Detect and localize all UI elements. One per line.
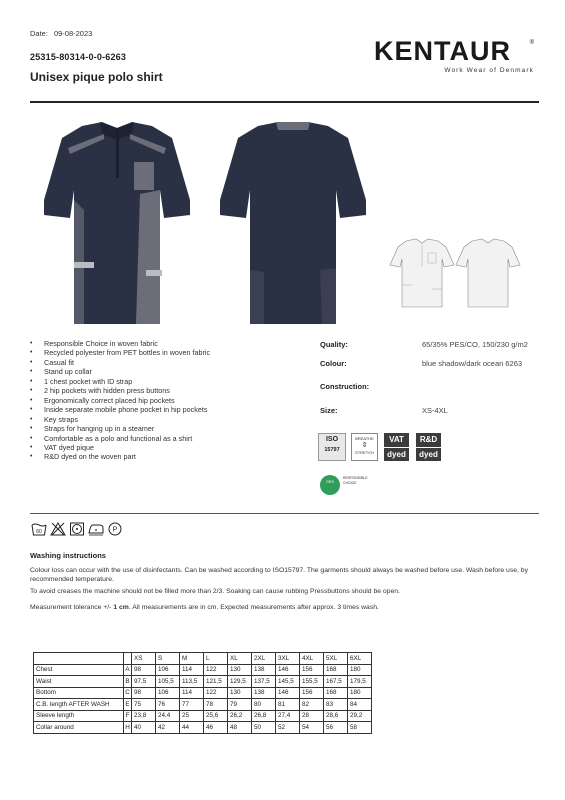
- iso-badge-title: ISO: [325, 436, 339, 443]
- svg-text:60: 60: [36, 529, 42, 535]
- vat-badge-bottom: dyed: [387, 450, 406, 459]
- size-header-cell: 3XL: [276, 653, 300, 665]
- measurement-value: 52: [276, 722, 300, 734]
- shirt-front-image: [42, 120, 192, 326]
- feature-item: • Inside separate mobile phone pocket in hip pockets: [30, 405, 310, 414]
- measurement-value: 121,5: [204, 676, 228, 688]
- measurement-value: 138: [252, 664, 276, 676]
- rd-badge-top: R&D: [416, 433, 441, 448]
- table-row: [34, 687, 372, 699]
- date-value: 09-08-2023: [53, 29, 93, 38]
- measurement-value: 130: [228, 687, 252, 699]
- measurement-value: 106: [156, 664, 180, 676]
- no-bleach-icon: [50, 522, 66, 536]
- measurement-value: 29,2: [348, 710, 372, 722]
- feature-item: • 2 hip pockets with hidden press buttons: [30, 386, 310, 395]
- measurement-value: 130: [228, 664, 252, 676]
- measurement-value: 82: [300, 699, 324, 711]
- measurement-value: 168: [324, 687, 348, 699]
- measurement-label: C.B. length AFTER WASH: [34, 699, 124, 711]
- measurement-letter: A: [124, 664, 132, 676]
- measurement-value: 83: [324, 699, 348, 711]
- measurement-value: 122: [204, 664, 228, 676]
- measurement-value: 146: [276, 664, 300, 676]
- measurement-value: 75: [132, 699, 156, 711]
- feature-item: • R&D dyed on the woven part: [30, 452, 310, 461]
- measurement-label: Chest: [34, 664, 124, 676]
- feature-item: • Responsible Choice in woven fabric: [30, 339, 310, 348]
- construction-label: Construction:: [320, 382, 370, 391]
- measurement-value: 81: [276, 699, 300, 711]
- size-table-body: [34, 653, 372, 734]
- measurement-value: 56: [324, 722, 348, 734]
- measurement-letter: E: [124, 699, 132, 711]
- feature-item: • Stand up collar: [30, 367, 310, 376]
- measurement-value: 78: [204, 699, 228, 711]
- feature-item: • Ergonomically correct placed hip pockets: [30, 396, 310, 405]
- measurement-value: 42: [156, 722, 180, 734]
- measurement-label: Waist: [34, 676, 124, 688]
- measurement-label: Bottom: [34, 687, 124, 699]
- date-label: Date:: [30, 29, 48, 38]
- measurement-value: 106: [156, 687, 180, 699]
- feature-item: • Key straps: [30, 415, 310, 424]
- measurement-value: 44: [180, 722, 204, 734]
- quality-label: Quality:: [320, 340, 348, 349]
- measurement-label: Sleeve length: [34, 710, 124, 722]
- iso-badge: [318, 433, 346, 461]
- measurement-value: 50: [252, 722, 276, 734]
- washing-paragraph-2: To avoid creases the machine should not be filled more than 2/3. Soaking can cause rubbing Pressbuttons should be open.: [30, 588, 400, 595]
- stretch-badge: [351, 433, 378, 461]
- measurement-value: 98: [132, 687, 156, 699]
- size-header-blank: [34, 653, 124, 665]
- measurement-value: 26,8: [252, 710, 276, 722]
- measurement-value: 27,4: [276, 710, 300, 722]
- measurement-value: 180: [348, 687, 372, 699]
- measurement-letter: F: [124, 710, 132, 722]
- iron-icon: [88, 522, 104, 536]
- measurement-tolerance: 1 cm: [113, 604, 129, 611]
- vat-badge-top: VAT: [384, 433, 409, 448]
- measurement-value: 98: [132, 664, 156, 676]
- stretch-badge-bottom: STRETCH: [355, 450, 374, 455]
- size-header-cell: 5XL: [324, 653, 348, 665]
- feature-item: • 1 chest pocket with ID strap: [30, 377, 310, 386]
- feature-item: • Comfortable as a polo and functional as a shirt: [30, 434, 310, 443]
- measurement-value: 114: [180, 687, 204, 699]
- measurement-value: 137,5: [252, 676, 276, 688]
- tumble-dry-icon: [69, 522, 85, 536]
- size-value: XS-4XL: [422, 406, 448, 415]
- brand-registered-mark: ®: [529, 40, 534, 46]
- measurement-value: 58: [348, 722, 372, 734]
- size-label: Size:: [320, 406, 338, 415]
- stretch-arrows-icon: ⇕: [361, 442, 368, 449]
- care-symbols: [31, 522, 123, 536]
- size-header-cell: XL: [228, 653, 252, 665]
- measurement-letter: H: [124, 722, 132, 734]
- measurement-value: 146: [276, 687, 300, 699]
- product-title: Unisex pique polo shirt: [30, 70, 163, 84]
- stretch-badge-top: BREATHE: [355, 436, 374, 441]
- colour-value: blue shadow/dark ocean 6263: [422, 359, 523, 368]
- measurement-value: 113,5: [180, 676, 204, 688]
- brand-logo: [374, 38, 534, 74]
- quality-value: 65/35% PES/CO, 150/230 g/m2: [422, 340, 528, 349]
- measurement-value: 54: [300, 722, 324, 734]
- measurement-value: 28: [300, 710, 324, 722]
- washing-paragraph-1: Colour loss can occur with the use of disinfectants. Can be washed according to ISO15797. The garments should always be washed before use. Wash before use, by recommended temperature.: [30, 567, 528, 584]
- measurement-value: 129,5: [228, 676, 252, 688]
- colour-label: Colour:: [320, 359, 347, 368]
- measurement-value: 79: [228, 699, 252, 711]
- measurement-value: 114: [180, 664, 204, 676]
- table-row: [34, 722, 372, 734]
- shirt-back-image: [218, 120, 368, 326]
- size-header-cell: L: [204, 653, 228, 665]
- measurement-value: 77: [180, 699, 204, 711]
- rd-dyed-badge: [416, 433, 441, 461]
- measurement-letter: B: [124, 676, 132, 688]
- section-divider: [30, 513, 539, 514]
- dry-clean-p-icon: [107, 522, 123, 536]
- size-header-cell: M: [180, 653, 204, 665]
- measurement-value: 105,5: [156, 676, 180, 688]
- header-divider: [30, 101, 539, 103]
- svg-text:P: P: [112, 526, 118, 534]
- measurement-value: 179,5: [348, 676, 372, 688]
- table-row: [34, 664, 372, 676]
- measurement-value: 122: [204, 687, 228, 699]
- feature-item: • Recycled polyester from PET bottles in woven fabric: [30, 348, 310, 357]
- measurement-value: 76: [156, 699, 180, 711]
- size-header-row: [34, 653, 372, 665]
- vat-dyed-badge: [384, 433, 409, 461]
- measurement-label: Collar around: [34, 722, 124, 734]
- eco-logo-text: GRS: [326, 480, 334, 484]
- measurement-note: [30, 603, 535, 612]
- wash-60-icon: [31, 522, 47, 536]
- measurement-value: 26,2: [228, 710, 252, 722]
- measurement-value: 156: [300, 687, 324, 699]
- measurement-value: 48: [228, 722, 252, 734]
- feature-item: • VAT dyed pique: [30, 443, 310, 452]
- size-header-cell: XS: [132, 653, 156, 665]
- measurement-value: 145,5: [276, 676, 300, 688]
- measurement-value: 138: [252, 687, 276, 699]
- measurement-value: 23,8: [132, 710, 156, 722]
- washing-instructions-title: Washing instructions: [30, 551, 106, 560]
- size-header-cell: 2XL: [252, 653, 276, 665]
- table-row: [34, 710, 372, 722]
- measurement-value: 168: [324, 664, 348, 676]
- measurement-value: 25,6: [204, 710, 228, 722]
- measurement-value: 97,5: [132, 676, 156, 688]
- measurement-value: 156: [300, 664, 324, 676]
- size-header-cell: 4XL: [300, 653, 324, 665]
- measurement-letter: C: [124, 687, 132, 699]
- article-code: 25315-80314-0-0-6263: [30, 52, 127, 62]
- measurement-value: 80: [252, 699, 276, 711]
- feature-list: [30, 339, 310, 462]
- feature-item: • Straps for hanging up in a steamer: [30, 424, 310, 433]
- feature-item: • Casual fit: [30, 358, 310, 367]
- size-header-letter-blank: [124, 653, 132, 665]
- brand-tagline: Work Wear of Denmark: [444, 67, 534, 74]
- recycled-logo-icon: [320, 475, 340, 495]
- measurement-value: 167,5: [324, 676, 348, 688]
- measurement-note-pre: Measurement tolerance +/-: [30, 604, 114, 611]
- measurement-value: 28,6: [324, 710, 348, 722]
- measurement-value: 24,4: [156, 710, 180, 722]
- brand-name: KENTAUR: [374, 36, 511, 66]
- size-header-cell: S: [156, 653, 180, 665]
- responsible-choice-label: RESPONSIBLE CHOICE: [343, 476, 368, 485]
- measurement-value: 180: [348, 664, 372, 676]
- table-row: [34, 699, 372, 711]
- date-line: [30, 29, 92, 38]
- measurement-note-post: . All measurements are in cm. Expected measurements after approx. 3 times wash.: [128, 604, 379, 611]
- measurement-value: 46: [204, 722, 228, 734]
- size-header-cell: 6XL: [348, 653, 372, 665]
- measurement-value: 25: [180, 710, 204, 722]
- rd-badge-bottom: dyed: [419, 450, 438, 459]
- measurement-value: 40: [132, 722, 156, 734]
- technical-sketch-image: [386, 237, 524, 309]
- size-table: [33, 652, 372, 734]
- table-row: [34, 676, 372, 688]
- iso-badge-number: 15797: [324, 447, 340, 453]
- measurement-value: 155,5: [300, 676, 324, 688]
- measurement-value: 84: [348, 699, 372, 711]
